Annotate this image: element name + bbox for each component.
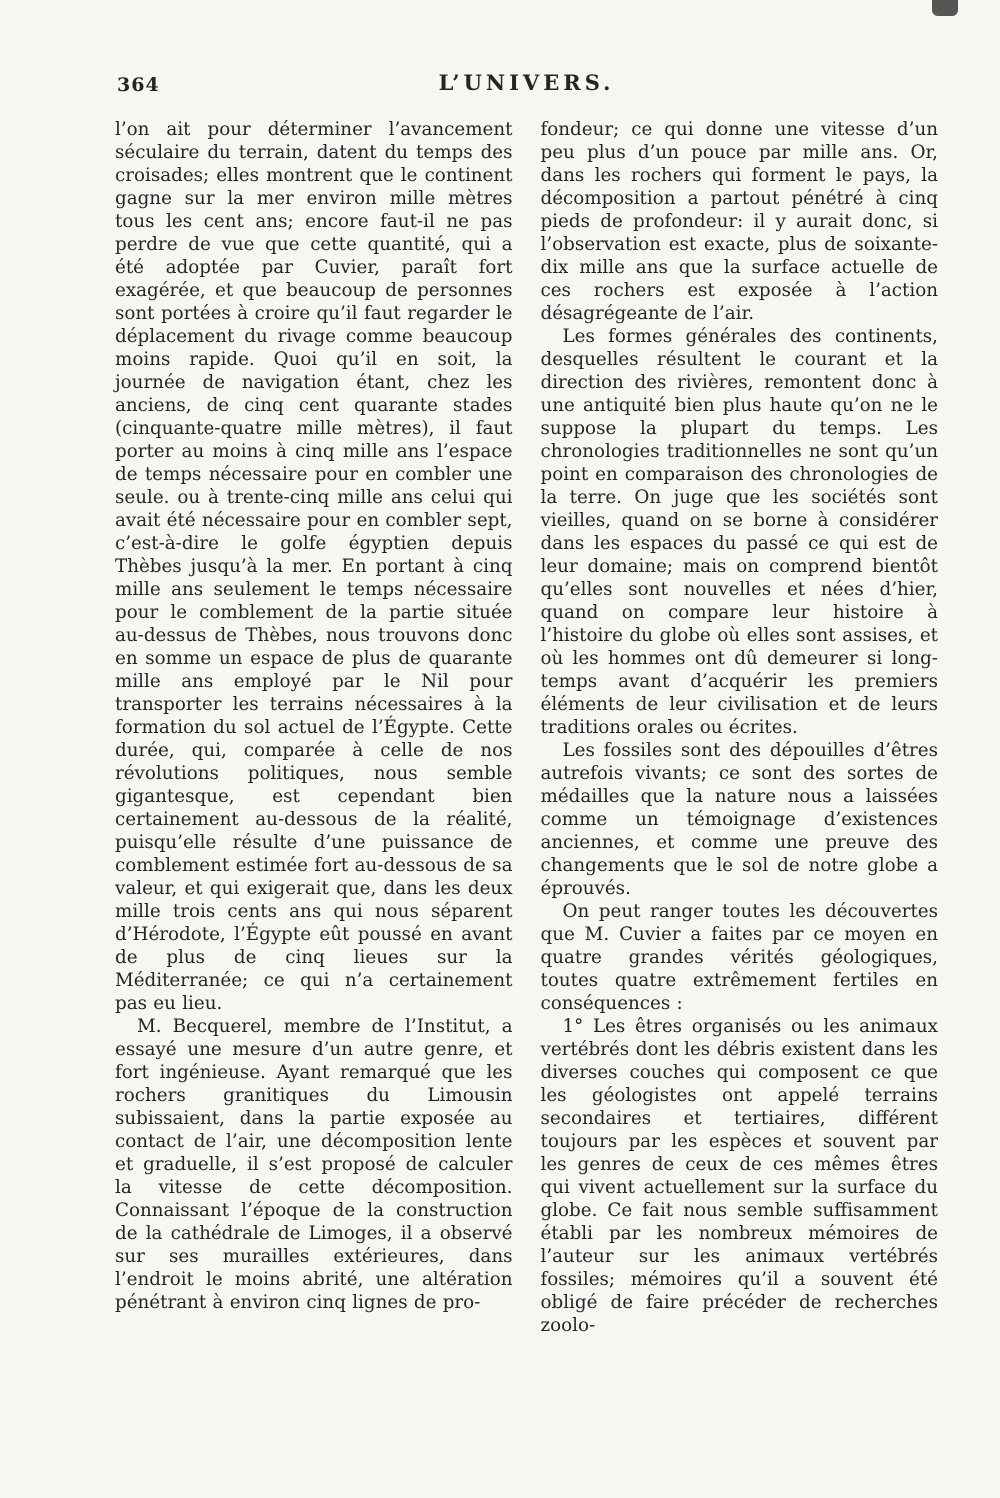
page-header xyxy=(115,70,938,104)
text-columns xyxy=(115,118,938,1337)
paragraph: On peut ranger toutes les découvertes que M. Cuvier a faites par ce moyen en quatre grandes vérités géologiques, toutes quatre extrêmement fertiles en conséquences : xyxy=(540,901,938,1014)
paragraph: 1° Les êtres organisés ou les animaux vertébrés dont les débris existent dans les diverses couches qui composent ce que les géologistes ont appelé terrains secondaires et tertiaires, différent toujours par les espèces et souvent par les genres de ceux de ces mêmes êtres qui vivent actuellement sur la surface du globe. Ce fait nous semble suffisamment établi par les nombreux mémoires de l’auteur sur les animaux vertébrés fossiles; mémoires qu’il a souvent été obligé de faire précéder de recherches zoolo- xyxy=(540,1016,938,1336)
paragraph: Les fossiles sont des dépouilles d’êtres autrefois vivants; ce sont des sortes de médailles que la nature nous a laissées comme un témoignage d’existences anciennes, et comme une preuve des changements que le sol de notre globe a éprouvés. xyxy=(540,740,938,899)
page-title: L’UNIVERS. xyxy=(438,70,615,95)
paragraph: Les formes générales des continents, desquelles résultent le courant et la direction des rivières, remontent donc à une antiquité bien plus haute qu’on ne le suppose la plupart du temps. Les chronologies traditionnelles ne sont qu’un point en comparaison des chronologies de la terre. On juge que les sociétés sont vieilles, quand on se borne à considérer dans les espaces du passé ce qui est de leur domaine; mais on comprend bientôt qu’elles sont nouvelles et nées d’hier, quand on compare leur histoire à l’histoire du globe où elles sont assises, et où les hommes ont dû demeurer si long-temps avant d’acquérir les premiers éléments de leur civilisation et de leurs traditions orales ou écrites. xyxy=(540,326,938,738)
paragraph: fondeur; ce qui donne une vitesse d’un peu plus d’un pouce par mille ans. Or, dans les rochers qui forment le pays, la décomposition a partout pénétré à cinq pieds de profondeur: il y aurait donc, si l’observation est exacte, plus de soixante-dix mille ans que la surface actuelle de ces rochers est exposée à l’action désagrégeante de l’air. xyxy=(540,119,938,324)
paragraph: l’on ait pour déterminer l’avancement séculaire du terrain, datent du temps des croisades; elles montrent que le continent gagne sur la mer environ mille mètres tous les cent ans; encore faut-il ne pas perdre de vue que cette quantité, qui a été adoptée par Cuvier, paraît fort exagérée, et que beaucoup de personnes sont portées à croire qu’il faut regarder le déplacement du rivage comme beaucoup moins rapide. Quoi qu’il en soit, la journée de navigation étant, chez les anciens, de cinq cent quarante stades (cinquante-quatre mille mètres), il faut porter au moins à cinq mille ans l’espace de temps nécessaire pour en combler une seule. ou à trente-cinq mille ans celui qui avait été nécessaire pour en combler sept, c’est-à-dire le golfe égyptien depuis Thèbes jusqu’à la mer. En portant à cinq mille ans seulement le temps nécessaire pour le comblement de la partie située au-dessus de Thèbes, nous trouvons donc en somme un espace de plus de quarante mille ans employé par le Nil pour transporter les terrains nécessaires à la formation du sol actuel de l’Égypte. Cette durée, qui, comparée à celle de nos révolutions politiques, nous semble gigantesque, est cependant bien certainement au-dessous de la réalité, puisqu’elle résulte d’une puissance de comblement estimée fort au-dessous de sa valeur, et qui exigerait que, dans les deux mille trois cents ans qui nous séparent d’Hérodote, l’Égypte eût poussé en avant de plus de cinq lieues sur la Méditerranée; ce qui n’a certainement pas eu lieu. xyxy=(115,119,513,1014)
scan-artifact xyxy=(932,0,958,16)
right-column xyxy=(541,118,939,1337)
paragraph: M. Becquerel, membre de l’Institut, a essayé une mesure d’un autre genre, et fort ingénieuse. Ayant remarqué que les rochers granitiques du Limousin subissaient, dans la partie exposée au contact de l’air, une décomposition lente et graduelle, il s’est proposé de calculer la vitesse de cette décomposition. Connaissant l’époque de la construction de la cathédrale de Limoges, il a observé sur ses murailles extérieures, dans l’endroit le moins abrité, une altération pénétrant à environ cinq lignes de pro- xyxy=(115,1016,513,1313)
page-number: 364 xyxy=(117,74,160,96)
left-column xyxy=(115,118,513,1337)
